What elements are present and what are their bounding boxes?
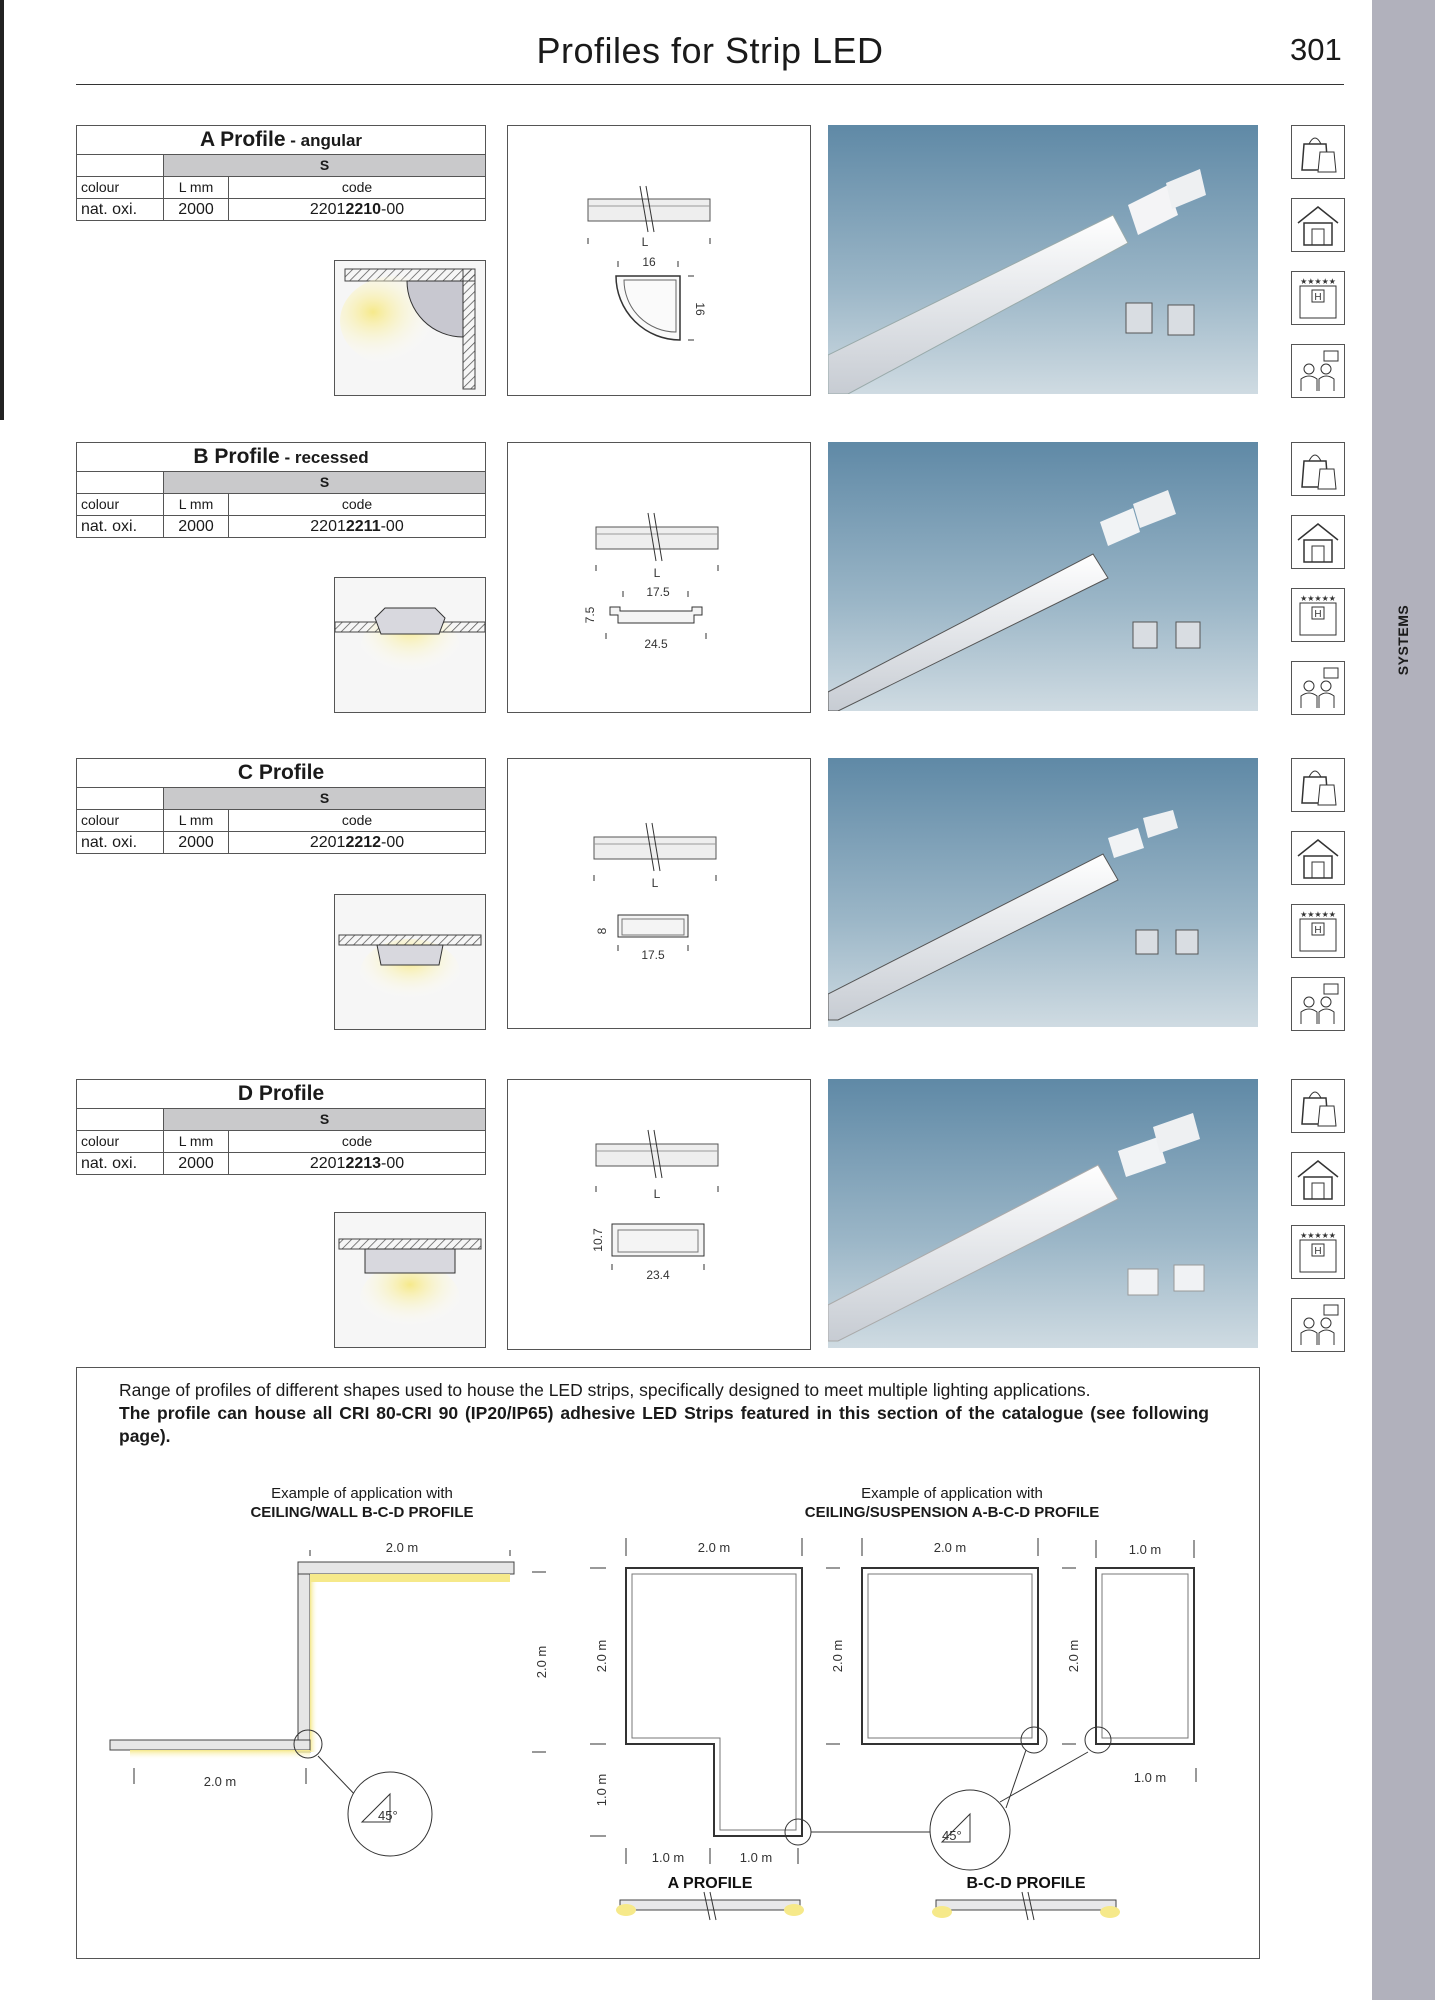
description-text: Range of profiles of different shapes used to house the LED strips, specifically designed to meet multiple lighting applications.: [119, 1380, 1091, 1400]
profile-title: A Profile - angular: [77, 126, 486, 155]
usage-icons-b: [1291, 442, 1345, 715]
svg-text:★★★★★: ★★★★★: [1300, 277, 1336, 286]
house-icon: [1291, 515, 1345, 569]
install-thumbnail-a: [334, 260, 486, 396]
cell-length: 2000: [164, 199, 229, 221]
restaurant-icon: [1291, 1298, 1345, 1352]
ceiling-suspension-diagram: [576, 1530, 1216, 1940]
group-header: S: [164, 1109, 486, 1131]
col-length: L mm: [164, 810, 229, 832]
product-table-b: [76, 442, 486, 538]
install-thumbnail-c: [334, 894, 486, 1030]
cell-length: 2000: [164, 1153, 229, 1175]
svg-text:2.0 m: 2.0 m: [203, 1774, 237, 1789]
shopping-bag-icon: [1291, 442, 1345, 496]
col-colour: colour: [77, 494, 164, 516]
product-table-c: [76, 758, 486, 854]
col-length: L mm: [164, 177, 229, 199]
svg-text:16: 16: [642, 255, 656, 269]
scan-edge: [0, 0, 4, 420]
col-length: L mm: [164, 494, 229, 516]
cell-colour: nat. oxi.: [77, 199, 164, 221]
svg-text:L: L: [653, 1187, 661, 1201]
title-rule: [76, 84, 1344, 85]
profile-title: B Profile - recessed: [77, 443, 486, 472]
dimension-drawing-c: [507, 758, 811, 1029]
svg-text:B-C-D PROFILE: B-C-D PROFILE: [966, 1875, 1086, 1892]
svg-text:1.0 m: 1.0 m: [651, 1850, 685, 1865]
restaurant-icon: [1291, 344, 1345, 398]
col-length: L mm: [164, 1131, 229, 1153]
svg-text:24.5: 24.5: [644, 637, 668, 651]
svg-text:1.0 m: 1.0 m: [594, 1773, 609, 1807]
svg-text:H: H: [1314, 609, 1322, 620]
product-photo-c: [828, 758, 1258, 1027]
svg-text:8: 8: [595, 927, 609, 935]
right-example-caption: Example of application with CEILING/SUSPENSION A-B-C-D PROFILE: [804, 1485, 1100, 1521]
svg-text:H: H: [1314, 292, 1322, 303]
svg-text:L: L: [651, 876, 659, 890]
hotel-icon: [1291, 588, 1345, 642]
usage-icons-d: [1291, 1079, 1345, 1352]
side-band: [1372, 0, 1435, 2000]
shopping-bag-icon: [1291, 125, 1345, 179]
cell-colour: nat. oxi.: [77, 832, 164, 854]
dimension-drawing-a: [507, 125, 811, 396]
col-colour: colour: [77, 1131, 164, 1153]
cell-code: 22012213-00: [229, 1153, 486, 1175]
svg-text:45°: 45°: [378, 1808, 398, 1823]
svg-text:H: H: [1314, 925, 1322, 936]
svg-text:L: L: [653, 566, 661, 580]
product-photo-b: [828, 442, 1258, 711]
profile-title: C Profile: [77, 759, 486, 788]
svg-text:1.0 m: 1.0 m: [1133, 1770, 1167, 1785]
product-photo-d: [828, 1079, 1258, 1348]
col-code: code: [229, 1131, 486, 1153]
usage-icons-a: [1291, 125, 1345, 398]
svg-text:17.5: 17.5: [646, 585, 670, 599]
svg-text:1.0 m: 1.0 m: [739, 1850, 773, 1865]
cell-colour: nat. oxi.: [77, 1153, 164, 1175]
house-icon: [1291, 831, 1345, 885]
group-header: S: [164, 155, 486, 177]
description-bold: The profile can house all CRI 80-CRI 90 (IP20/IP65) adhesive LED Strips featured in this section of the catalogue (see following page).: [119, 1403, 1209, 1446]
svg-text:★★★★★: ★★★★★: [1300, 594, 1336, 603]
dimension-drawing-b: [507, 442, 811, 713]
product-table-a: [76, 125, 486, 221]
svg-text:2.0 m: 2.0 m: [933, 1540, 967, 1555]
side-tab-label: SYSTEMS: [1395, 604, 1412, 676]
house-icon: [1291, 1152, 1345, 1206]
cell-code: 22012211-00: [229, 516, 486, 538]
svg-text:A PROFILE: A PROFILE: [667, 1875, 753, 1892]
svg-text:★★★★★: ★★★★★: [1300, 910, 1336, 919]
svg-text:10.7: 10.7: [591, 1228, 605, 1252]
svg-text:★★★★★: ★★★★★: [1300, 1231, 1336, 1240]
svg-text:2.0 m: 2.0 m: [594, 1639, 609, 1673]
col-code: code: [229, 810, 486, 832]
col-colour: colour: [77, 177, 164, 199]
restaurant-icon: [1291, 661, 1345, 715]
cell-length: 2000: [164, 516, 229, 538]
cell-code: 22012212-00: [229, 832, 486, 854]
svg-text:2.0 m: 2.0 m: [697, 1540, 731, 1555]
svg-text:16: 16: [693, 302, 707, 316]
page-title: Profiles for Strip LED: [536, 30, 884, 71]
svg-text:23.4: 23.4: [646, 1268, 670, 1282]
svg-text:17.5: 17.5: [641, 948, 665, 962]
page-number: 301: [1290, 32, 1342, 67]
group-header: S: [164, 472, 486, 494]
cell-code: 22012210-00: [229, 199, 486, 221]
product-table-d: [76, 1079, 486, 1175]
svg-text:2.0 m: 2.0 m: [830, 1639, 845, 1673]
group-header: S: [164, 788, 486, 810]
hotel-icon: [1291, 904, 1345, 958]
svg-text:H: H: [1314, 1246, 1322, 1257]
product-photo-a: [828, 125, 1258, 394]
svg-text:1.0 m: 1.0 m: [1128, 1542, 1162, 1557]
install-thumbnail-b: [334, 577, 486, 713]
cell-colour: nat. oxi.: [77, 516, 164, 538]
shopping-bag-icon: [1291, 1079, 1345, 1133]
profile-title: D Profile: [77, 1080, 486, 1109]
col-code: code: [229, 494, 486, 516]
svg-text:L: L: [641, 235, 649, 249]
left-example-caption: Example of application with CEILING/WALL B-C-D PROFILE: [250, 1485, 474, 1521]
cell-length: 2000: [164, 832, 229, 854]
dimension-drawing-d: [507, 1079, 811, 1350]
hotel-icon: [1291, 271, 1345, 325]
install-thumbnail-d: [334, 1212, 486, 1348]
svg-text:45°: 45°: [942, 1828, 962, 1843]
ceiling-wall-diagram: [100, 1530, 560, 1930]
svg-text:2.0 m: 2.0 m: [534, 1645, 549, 1679]
restaurant-icon: [1291, 977, 1345, 1031]
hotel-icon: [1291, 1225, 1345, 1279]
col-code: code: [229, 177, 486, 199]
col-colour: colour: [77, 810, 164, 832]
svg-text:2.0 m: 2.0 m: [1066, 1639, 1081, 1673]
svg-text:2.0 m: 2.0 m: [385, 1540, 419, 1555]
svg-text:7.5: 7.5: [583, 606, 597, 624]
usage-icons-c: [1291, 758, 1345, 1031]
shopping-bag-icon: [1291, 758, 1345, 812]
house-icon: [1291, 198, 1345, 252]
